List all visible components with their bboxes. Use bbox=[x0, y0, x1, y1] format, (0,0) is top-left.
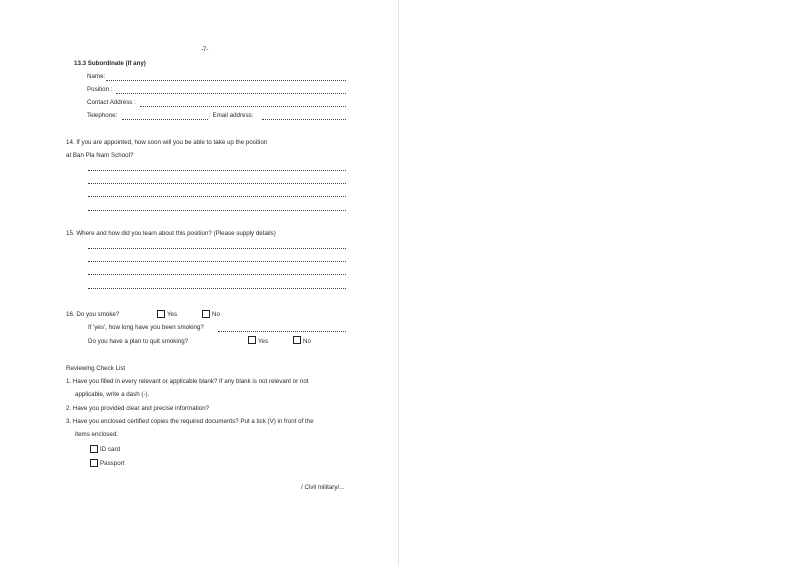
section-13-3-heading: 13.3 Subordinate (If any) bbox=[74, 60, 146, 67]
id-card-label: ID card bbox=[100, 446, 120, 453]
continuation-note: / Civil military/... bbox=[301, 484, 345, 491]
name-label: Name: bbox=[87, 73, 106, 80]
q14-answer-line-2[interactable] bbox=[88, 183, 346, 184]
q14-text-line2: at Ban Pla Nam School? bbox=[66, 152, 134, 159]
email-label: : Email address: bbox=[209, 112, 254, 119]
checklist-item-2: 2. Have you provided clear and precise information? bbox=[66, 405, 210, 412]
q15-text: 15. Where and how did you learn about this position? (Please supply details) bbox=[66, 230, 276, 237]
smoke-no-label: No bbox=[212, 311, 220, 318]
quit-yes-checkbox[interactable] bbox=[248, 336, 256, 344]
smoke-yes-checkbox[interactable] bbox=[157, 310, 165, 318]
q15-answer-line-1[interactable] bbox=[88, 248, 346, 249]
checklist-item-1-line1: 1. Have you filled in every relevant or applicable blank? If any blank is not relevant or not bbox=[66, 378, 309, 385]
q15-answer-line-4[interactable] bbox=[88, 288, 346, 289]
smoking-duration-field[interactable] bbox=[218, 331, 346, 332]
quit-no-label: No bbox=[303, 338, 311, 345]
quit-no-checkbox[interactable] bbox=[293, 336, 301, 344]
telephone-field[interactable] bbox=[122, 119, 208, 120]
page-number: -7- bbox=[201, 46, 209, 53]
q15-answer-line-3[interactable] bbox=[88, 274, 346, 275]
q14-answer-line-3[interactable] bbox=[88, 196, 346, 197]
q16-text: 16. Do you smoke? bbox=[66, 311, 120, 318]
name-field[interactable] bbox=[106, 80, 346, 81]
smoke-no-checkbox[interactable] bbox=[202, 310, 210, 318]
smoke-yes-label: Yes bbox=[167, 311, 178, 318]
smoking-duration-label: If 'yes', how long have you been smoking? bbox=[88, 324, 204, 331]
id-card-checkbox[interactable] bbox=[90, 445, 98, 453]
checklist-item-3-line2: items enclosed. bbox=[75, 431, 118, 438]
passport-checkbox[interactable] bbox=[90, 459, 98, 467]
q14-answer-line-1[interactable] bbox=[88, 170, 346, 171]
checklist-title: Reviewing Check List bbox=[66, 365, 126, 372]
telephone-label: Telephone: bbox=[87, 112, 118, 119]
position-label: Position : bbox=[87, 86, 113, 93]
page-edge-divider bbox=[398, 0, 399, 566]
passport-label: Passport bbox=[100, 460, 125, 467]
quit-yes-label: Yes bbox=[258, 338, 269, 345]
q14-answer-line-4[interactable] bbox=[88, 210, 346, 211]
position-field[interactable] bbox=[116, 93, 346, 94]
checklist-item-1-line2: applicable, write a dash (-). bbox=[75, 391, 150, 398]
checklist-item-3-line1: 3. Have you enclosed certified copies the required documents? Put a tick (V) in front of the bbox=[66, 418, 314, 425]
quit-plan-label: Do you have a plan to quit smoking? bbox=[88, 338, 189, 345]
email-field[interactable] bbox=[262, 119, 346, 120]
contact-address-label: Contact Address : bbox=[87, 99, 136, 106]
q14-text-line1: 14. If you are appointed, how soon will you be able to take up the position bbox=[66, 139, 268, 146]
contact-address-field[interactable] bbox=[140, 106, 346, 107]
q15-answer-line-2[interactable] bbox=[88, 261, 346, 262]
